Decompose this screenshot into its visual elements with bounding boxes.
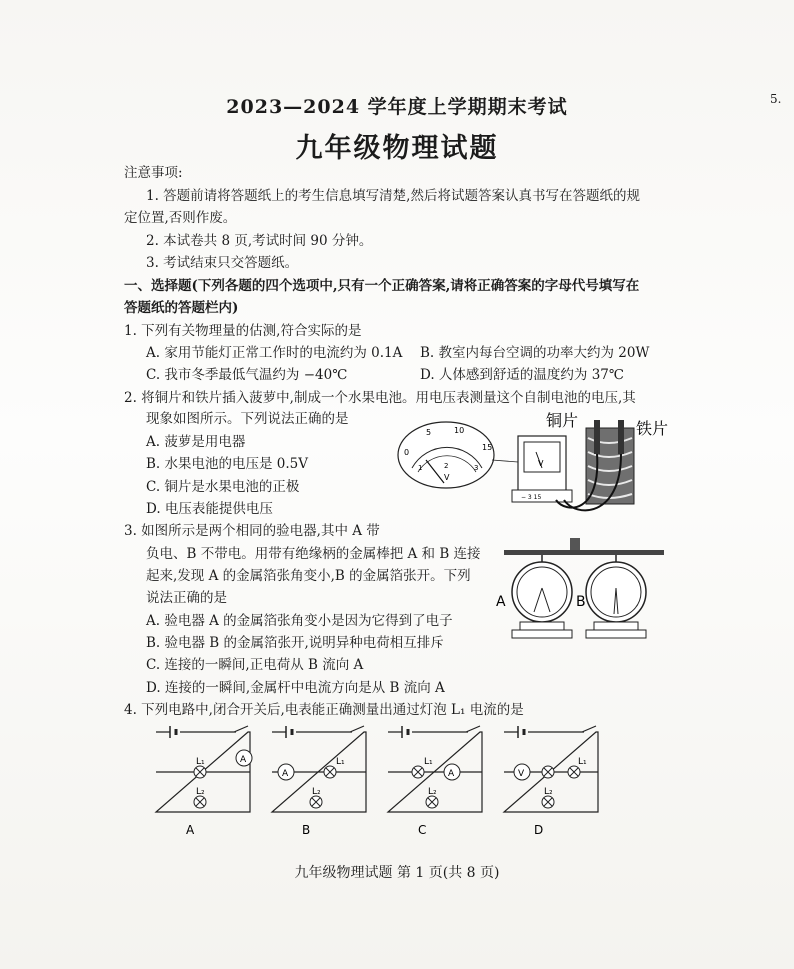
q2-figure [396,410,686,520]
circuit-b [272,726,366,837]
electroscope-b [586,555,646,638]
q3-option-a: A. 验电器 A 的金属箔张角变小是因为它得到了电子 [146,613,453,629]
page-footer: 九年级物理试题 第 1 页(共 8 页) [294,865,500,881]
circuit-c-l2: L₂ [428,787,437,797]
q3-stem-2: 负电、B 不带电。用带有绝缘柄的金属棒把 A 和 B 连接 [146,546,481,562]
section-heading-cont: 答题纸的答题栏内) [124,300,239,316]
q2-option-c: C. 铜片是水果电池的正极 [146,479,300,495]
q1-option-c: C. 我市冬季最低气温约为 −40℃ [146,367,348,383]
subject-title: 九年级物理试题 [295,133,499,164]
dial-tick-15: 15 [482,443,493,452]
q2-stem: 2. 将铜片和铁片插入菠萝中,制成一个水果电池。用电压表测量这个自制电池的电压,其 [124,390,636,406]
notice-item-2: 2. 本试卷共 8 页,考试时间 90 分钟。 [146,233,373,249]
exam-title: 2023—2024 学年度上学期期末考试 [226,96,568,118]
notice-item-1-cont: 定位置,否则作废。 [124,210,237,226]
q2-option-a: A. 菠萝是用电器 [146,434,246,450]
electroscope-a [512,555,572,638]
circuit-d-meter: V [518,769,525,779]
q3-stem-4: 说法正确的是 [146,590,227,606]
circuit-d [504,726,598,837]
q3-stem-3: 起来,发现 A 的金属箔张角变小,B 的金属箔张开。下列 [146,568,471,584]
q3-stem: 3. 如图所示是两个相同的验电器,其中 A 带 [124,523,380,539]
circuit-b-l2: L₂ [312,787,321,797]
meter-terminals: − 3 15 [521,494,542,501]
dial-tick-5: 5 [426,428,432,437]
notice-item-3: 3. 考试结束只交答题纸。 [146,255,299,271]
q1-option-d: D. 人体感到舒适的温度约为 37℃ [420,367,624,383]
circuit-a [156,726,252,837]
dial-tick-3: 3 [474,464,479,472]
q3-option-d: D. 连接的一瞬间,金属杆中电流方向是从 B 流向 A [146,680,445,696]
section-heading: 一、选择题(下列各题的四个选项中,只有一个正确答案,请将正确答案的字母代号填写在 [124,278,640,294]
circuit-d-label: D [534,823,544,837]
dial-tick-10: 10 [454,426,465,435]
q3-figure [494,532,674,658]
copper-label: 铜片 [546,411,579,430]
q2-option-b: B. 水果电池的电压是 0.5V [146,456,309,472]
q3-option-c: C. 连接的一瞬间,正电荷从 B 流向 A [146,657,364,673]
circuit-d-l1: L₁ [578,757,587,767]
notice-heading: 注意事项: [124,165,183,181]
meter-unit: V [538,459,544,468]
circuit-c-l1: L₁ [424,757,433,767]
page-mark: 5. [770,92,782,106]
q2-stem-cont: 现象如图所示。下列说法正确的是 [146,411,349,427]
q1-option-b: B. 教室内每台空调的功率大约为 20W [420,345,650,361]
q3-option-b: B. 验电器 B 的金属箔张开,说明异种电荷相互排斥 [146,635,444,651]
q1-stem: 1. 下列有关物理量的估测,符合实际的是 [124,323,362,339]
label-b: B [576,594,586,610]
circuit-d-l2: L₂ [544,787,553,797]
circuit-b-l1: L₁ [336,757,345,767]
dial-tick-2: 2 [444,462,449,470]
label-a: A [496,594,506,610]
q4-stem: 4. 下列电路中,闭合开关后,电表能正确测量出通过灯泡 L₁ 电流的是 [124,702,524,718]
dial-tick-0: 0 [404,448,410,457]
circuit-a-l1: L₁ [196,757,205,767]
dial-unit: V [444,473,450,482]
circuit-a-meter: A [240,755,247,765]
q1-option-a: A. 家用节能灯正常工作时的电流约为 0.1A [146,345,403,361]
circuit-a-label: A [186,823,195,837]
circuit-c-meter: A [448,769,455,779]
circuit-a-l2: L₂ [196,787,205,797]
q2-option-d: D. 电压表能提供电压 [146,501,273,517]
circuit-c [388,726,482,837]
dial-tick-1: 1 [418,464,423,472]
notice-item-1: 1. 答题前请将答题纸上的考生信息填写清楚,然后将试题答案认真书写在答题纸的规 [146,188,640,204]
q4-circuits [150,722,610,846]
iron-label: 铁片 [636,419,669,438]
circuit-b-meter: A [282,769,289,779]
circuit-c-label: C [418,823,427,837]
circuit-b-label: B [302,823,311,837]
